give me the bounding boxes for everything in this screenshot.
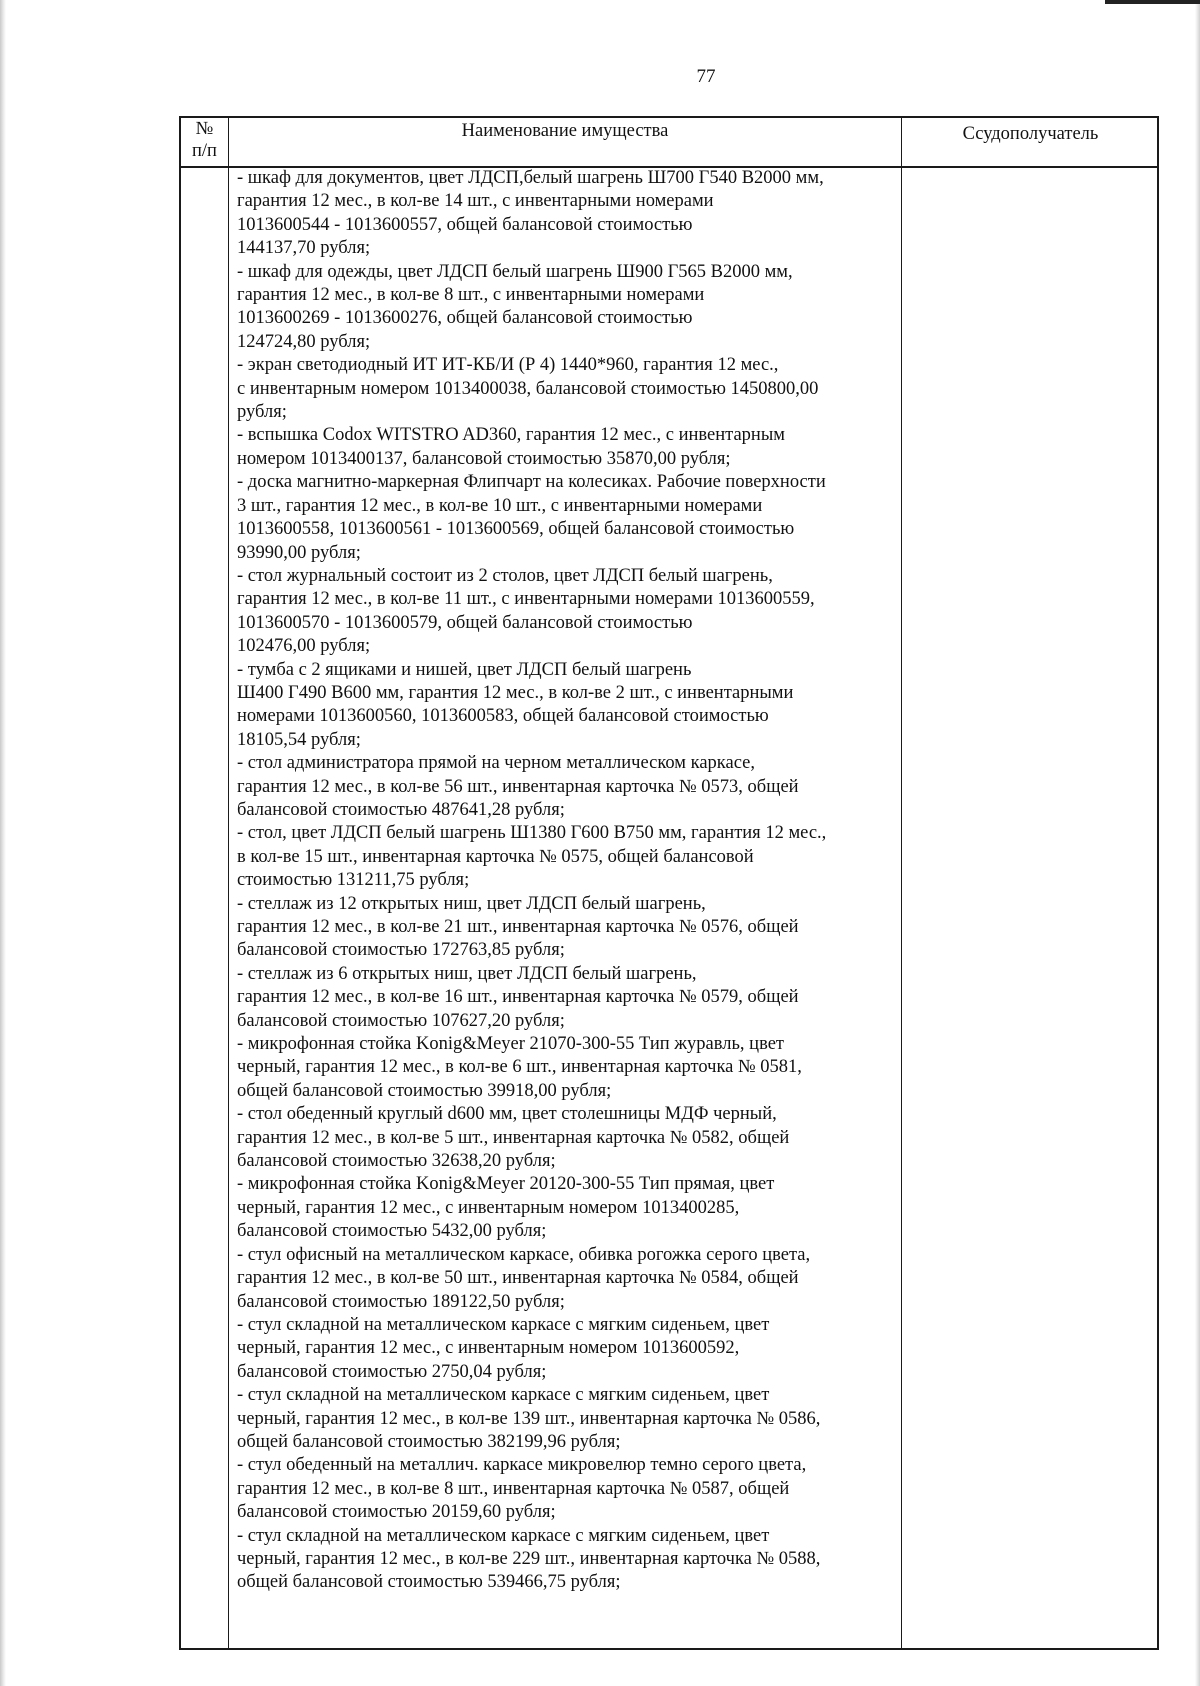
property-item-line: 93990,00 рубля; — [237, 542, 361, 563]
property-item-line: - стул обеденный на металлич. каркасе микровелюр темно серого цвета, — [237, 1455, 807, 1476]
property-item — [237, 893, 901, 963]
property-item-line: - стеллаж из 12 открытых ниш, цвет ЛДСП белый шагрень, — [237, 893, 706, 914]
property-item-line: общей балансовой стоимостью 539466,75 рубля; — [237, 1572, 621, 1593]
property-item-line: балансовой стоимостью 172763,85 рубля; — [237, 940, 565, 961]
header-number-cell — [181, 118, 228, 166]
property-item-line: - стол администратора прямой на черном металлическом каркасе, — [237, 753, 755, 774]
property-item — [237, 1454, 901, 1524]
property-item-line: - стол обеденный круглый d600 мм, цвет столешницы МДФ черный, — [237, 1104, 777, 1125]
property-item-line: номерами 1013600560, 1013600583, общей балансовой стоимостью — [237, 706, 769, 727]
property-item-line: Ш400 Г490 В600 мм, гарантия 12 мес., в кол-ве 2 шт., с инвентарными — [237, 682, 794, 703]
property-item-line: гарантия 12 мес., в кол-ве 56 шт., инвентарная карточка № 0573, общей — [237, 776, 799, 797]
header-borrower: Ссудополучатель — [962, 124, 1099, 144]
property-item-line: гарантия 12 мес., в кол-ве 21 шт., инвентарная карточка № 0576, общей — [237, 917, 799, 937]
property-item-line: рубля; — [237, 402, 287, 423]
property-item-line: 1013600269 - 1013600276, общей балансовой стоимостью — [237, 308, 693, 329]
property-item — [237, 424, 901, 471]
property-item-line: стоимостью 131211,75 рубля; — [237, 870, 470, 891]
property-item-line: балансовой стоимостью 189122,50 рубля; — [237, 1291, 565, 1312]
property-item-line: - шкаф для одежды, цвет ЛДСП белый шагрень Ш900 Г565 В2000 мм, — [237, 261, 793, 282]
property-item-line: черный, гарантия 12 мес., с инвентарным номером 1013600592, — [237, 1338, 740, 1359]
property-item-line: - экран светодиодный ИТ ИТ-КБ/И (Р 4) 1440*960, гарантия 12 мес., — [237, 355, 779, 376]
property-item-line: балансовой стоимостью 2750,04 рубля; — [237, 1361, 547, 1382]
scan-corner-mark — [1105, 0, 1200, 4]
property-item — [237, 963, 901, 1033]
property-item-line: черный, гарантия 12 мес., в кол-ве 139 шт., инвентарная карточка № 0586, — [237, 1408, 821, 1429]
scan-right-edge — [1195, 0, 1200, 1686]
property-item — [237, 167, 901, 261]
property-item-line: - стол, цвет ЛДСП белый шагрень Ш1380 Г600 В750 мм, гарантия 12 мес., — [237, 823, 827, 844]
property-item-line: гарантия 12 мес., в кол-ве 11 шт., с инвентарными номерами 1013600559, — [237, 589, 815, 610]
property-item-line: гарантия 12 мес., в кол-ве 16 шт., инвентарная карточка № 0579, общей — [237, 987, 799, 1008]
property-item — [237, 471, 901, 565]
property-item — [237, 1033, 901, 1103]
property-item-line: - доска магнитно-маркерная Флипчарт на колесиках. Рабочие поверхности — [237, 472, 826, 493]
property-item — [237, 1314, 901, 1384]
property-item-line: - микрофонная стойка Konig&Meyer 21070-300-55 Тип журавль, цвет — [237, 1034, 784, 1055]
property-item-line: 102476,00 рубля; — [237, 636, 371, 657]
property-item-line: общей балансовой стоимостью 39918,00 рубля; — [237, 1080, 612, 1101]
property-item — [237, 752, 901, 822]
property-item-line: - стул складной на металлическом каркасе с мягким сиденьем, цвет — [237, 1314, 770, 1335]
property-item-line: - микрофонная стойка Konig&Meyer 20120-300-55 Тип прямая, цвет — [237, 1174, 775, 1195]
property-item-line: 1013600570 - 1013600579, общей балансовой стоимостью — [237, 612, 693, 633]
property-item-line: общей балансовой стоимостью 382199,96 рубля; — [237, 1431, 621, 1452]
property-item-line: с инвентарным номером 1013400038, балансовой стоимостью 1450800,00 — [237, 378, 819, 399]
header-number-symbol: № — [195, 119, 214, 139]
property-item-line: - вспышка Codox WITSTRO AD360, гарантия 12 мес., с инвентарным — [237, 425, 785, 446]
header-number-abbrev: п/п — [192, 141, 217, 161]
property-item-line: гарантия 12 мес., в кол-ве 50 шт., инвентарная карточка № 0584, общей — [237, 1268, 799, 1289]
property-item-line: - шкаф для документов, цвет ЛДСП,белый шагрень Ш700 Г540 В2000 мм, — [237, 168, 824, 188]
property-item-line: 144137,70 рубля; — [237, 238, 371, 259]
property-item-line: балансовой стоимостью 487641,28 рубля; — [237, 799, 565, 820]
property-item-line: черный, гарантия 12 мес., в кол-ве 6 шт., инвентарная карточка № 0581, — [237, 1057, 802, 1078]
property-item-line: балансовой стоимостью 20159,60 рубля; — [237, 1502, 556, 1523]
property-item-line: 3 шт., гарантия 12 мес., в кол-ве 10 шт., с инвентарными номерами — [237, 495, 763, 516]
property-item-line: черный, гарантия 12 мес., с инвентарным номером 1013400285, — [237, 1197, 740, 1218]
property-item-line: 1013600558, 1013600561 - 1013600569, общей балансовой стоимостью — [237, 519, 795, 540]
property-item — [237, 822, 901, 892]
property-item-line: - стул складной на металлическом каркасе с мягким сиденьем, цвет — [237, 1385, 770, 1406]
property-item-line: - стол журнальный состоит из 2 столов, цвет ЛДСП белый шагрень, — [237, 565, 773, 586]
property-item-line: номером 1013400137, балансовой стоимостью 35870,00 рубля; — [237, 448, 731, 469]
property-item-line: - стеллаж из 6 открытых ниш, цвет ЛДСП белый шагрень, — [237, 963, 697, 984]
property-item-line: черный, гарантия 12 мес., в кол-ве 229 шт., инвентарная карточка № 0588, — [237, 1548, 821, 1569]
property-item-line: - стул офисный на металлическом каркасе, обивка рогожка серого цвета, — [237, 1244, 811, 1265]
property-item-line: гарантия 12 мес., в кол-ве 8 шт., инвентарная карточка № 0587, общей — [237, 1478, 790, 1499]
property-item — [237, 1244, 901, 1314]
property-item — [237, 1103, 901, 1173]
column-divider-number — [228, 118, 229, 1648]
header-property-name: Наименование имущества — [461, 121, 669, 141]
property-item — [237, 354, 901, 424]
property-item-line: - стул складной на металлическом каркасе с мягким сиденьем, цвет — [237, 1525, 770, 1546]
property-item-line: гарантия 12 мес., в кол-ве 14 шт., с инвентарными номерами — [237, 191, 714, 212]
property-item — [237, 659, 901, 753]
property-item-line: - тумба с 2 ящиками и нишей, цвет ЛДСП белый шагрень — [237, 659, 692, 680]
property-item-line: 1013600544 - 1013600557, общей балансовой стоимостью — [237, 214, 693, 235]
property-item-line: гарантия 12 мес., в кол-ве 5 шт., инвентарная карточка № 0582, общей — [237, 1127, 790, 1148]
property-list — [237, 167, 901, 1595]
scan-left-edge — [0, 0, 6, 1686]
property-item — [237, 565, 901, 659]
property-item — [237, 261, 901, 355]
property-item — [237, 1173, 901, 1243]
property-item-line: 124724,80 рубля; — [237, 331, 371, 352]
property-table — [179, 116, 1159, 1650]
property-item-line: балансовой стоимостью 5432,00 рубля; — [237, 1221, 547, 1242]
page-number: 77 — [696, 66, 716, 87]
property-item-line: гарантия 12 мес., в кол-ве 8 шт., с инвентарными номерами — [237, 285, 705, 306]
property-item-line: балансовой стоимостью 107627,20 рубля; — [237, 1010, 565, 1031]
property-item-line: 18105,54 рубля; — [237, 729, 361, 750]
property-item-line: балансовой стоимостью 32638,20 рубля; — [237, 1151, 556, 1172]
property-item — [237, 1525, 901, 1595]
property-item-line: в кол-ве 15 шт., инвентарная карточка № 0575, общей балансовой — [237, 846, 754, 867]
column-divider-borrower — [901, 118, 902, 1648]
property-item — [237, 1384, 901, 1454]
